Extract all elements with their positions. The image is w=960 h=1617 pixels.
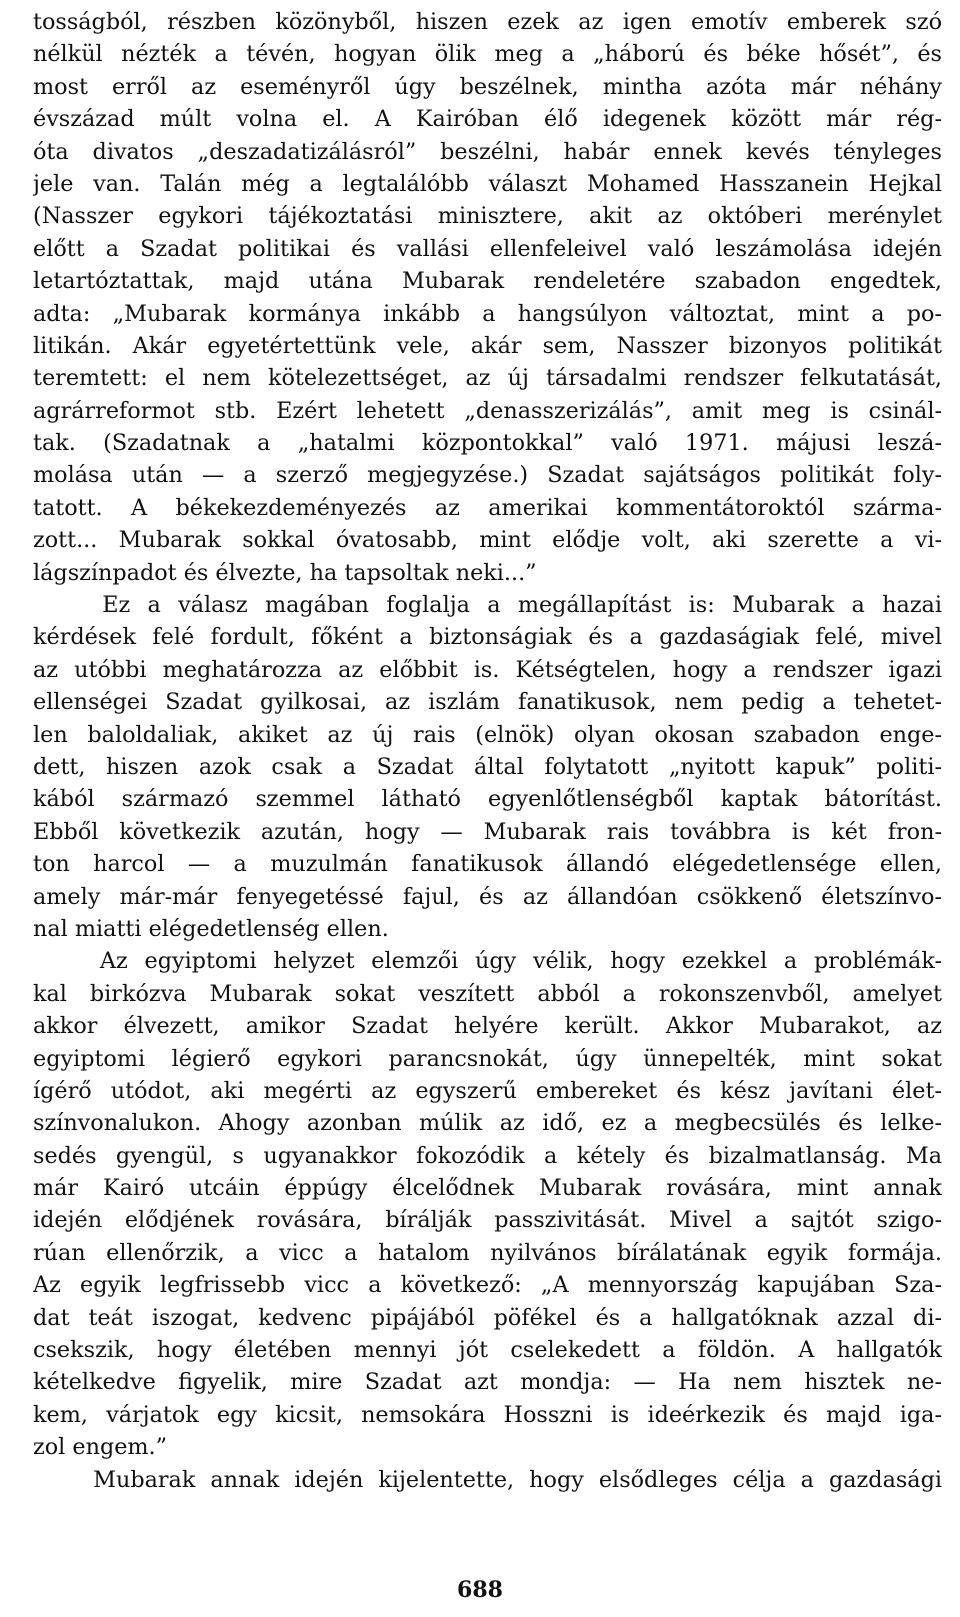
text-line: len baloldaliak, akiket az új rais (elnök) olyan okosan szabadon enge- — [33, 721, 942, 748]
text-line: Ez a válasz magában foglalja a megállapítást is: Mubarak a hazai — [33, 592, 942, 619]
text-line: Az egyik legfrissebb vicc a következő: „A mennyország kapujában Sza- — [33, 1272, 942, 1299]
text-line: kételkedve figyelik, mire Szadat azt mondja: — Ha nem hisztek ne- — [33, 1369, 942, 1396]
text-line: ton harcol — a muzulmán fanatikusok állandó elégedetlensége ellen, — [33, 851, 942, 878]
text-line: idején elődjének rovására, bírálják passzivitását. Mivel a sajtót szigo- — [33, 1207, 942, 1234]
text-line: kából származó szemmel látható egyenlőtlenségből kaptak bátorítást. — [33, 786, 942, 813]
text-line: zott... Mubarak sokkal óvatosabb, mint elődje volt, aki szerette a vi- — [33, 527, 942, 554]
text-line: lágszínpadot és élvezte, ha tapsoltak neki...” — [33, 559, 537, 586]
text-line: évszázad múlt volna el. A Kairóban élő idegenek között már rég- — [33, 106, 942, 133]
text-line: előtt a Szadat politikai és vallási ellenfeleivel való leszámolása idején — [33, 235, 942, 262]
text-line: nal miatti elégedetlenség ellen. — [33, 915, 389, 942]
text-line: kal birkózva Mubarak sokat veszített abból a rokonszenvből, amelyet — [33, 980, 942, 1007]
text-line: tak. (Szadatnak a „hatalmi központokkal” való 1971. májusi leszá- — [33, 430, 942, 457]
text-line: teremtett: el nem kötelezettséget, az új társadalmi rendszer felkutatását, — [33, 365, 942, 392]
text-line: most erről az eseményről úgy beszélnek, mintha azóta már néhány — [33, 73, 942, 100]
text-line: kérdések felé fordult, főként a biztonságiak és a gazdaságiak felé, mivel — [33, 624, 942, 651]
text-line: óta divatos „deszadatizálásról” beszélni, habár ennek kevés tényleges — [33, 138, 942, 165]
page-number: 688 — [457, 1577, 503, 1603]
text-line: egyiptomi légierő egykori parancsnokát, úgy ünnepelték, mint sokat — [33, 1045, 942, 1072]
text-line: agrárreformot stb. Ezért lehetett „denasszerizálás”, amit meg is csinál- — [33, 397, 942, 424]
text-line: adta: „Mubarak kormánya inkább a hangsúlyon változtat, mint a po- — [33, 300, 942, 327]
body-text — [33, 6, 942, 1496]
text-line: tosságból, részben közönyből, hiszen ezek az igen emotív emberek szó — [33, 9, 942, 35]
text-line: nélkül nézték a tévén, hogyan ölik meg a „háború és béke hősét”, és — [33, 41, 942, 68]
text-line: tatott. A békekezdeményezés az amerikai kommentátoroktól szárma- — [33, 494, 942, 521]
text-line: színvonalukon. Ahogy azonban múlik az idő, ez a megbecsülés és lelke- — [33, 1110, 942, 1137]
text-line: az utóbbi meghatározza az előbbit is. Kétségtelen, hogy a rendszer igazi — [33, 656, 942, 683]
text-line: molása után — a szerző megjegyzése.) Szadat sajátságos politikát foly- — [33, 462, 942, 489]
text-line: jele van. Talán még a legtalálóbb választ Mohamed Hasszanein Hejkal — [33, 170, 942, 197]
text-line: rúan ellenőrzik, a vicc a hatalom nyilvános bírálatának egyik formája. — [33, 1239, 942, 1266]
text-line: csekszik, hogy életében mennyi jót cselekedett a földön. A hallgatók — [33, 1337, 942, 1364]
text-line: amely már-már fenyegetéssé fajul, és az állandóan csökkenő életszínvo- — [33, 883, 942, 910]
text-line: (Nasszer egykori tájékoztatási minisztere, akit az októberi merénylet — [33, 203, 942, 230]
text-line: ígérő utódot, aki megérti az egyszerű embereket és kész javítani élet- — [33, 1077, 942, 1104]
text-line: litikán. Akár egyetértettünk vele, akár sem, Nasszer bizonyos politikát — [33, 332, 942, 359]
text-line: Mubarak annak idején kijelentette, hogy elsődleges célja a gazdasági — [33, 1466, 942, 1493]
text-line: Ebből következik azután, hogy — Mubarak rais továbbra is két fron- — [33, 818, 942, 845]
text-line: akkor élvezett, amikor Szadat helyére került. Akkor Mubarakot, az — [33, 1013, 942, 1040]
text-line: sedés gyengül, s ugyanakkor fokozódik a kétely és bizalmatlanság. Ma — [33, 1142, 942, 1169]
text-line: már Kairó utcáin éppúgy élcelődnek Mubarak rovására, mint annak — [33, 1175, 942, 1202]
text-line: ellenségei Szadat gyilkosai, az iszlám fanatikusok, nem pedig a tehetet- — [33, 689, 942, 716]
text-line: dat teát iszogat, kedvenc pipájából pöfékel és a hallgatóknak azzal di- — [33, 1304, 942, 1331]
text-line: zol engem.” — [33, 1434, 168, 1461]
text-line: letartóztattak, majd utána Mubarak rendeletére szabadon engedtek, — [33, 268, 942, 295]
text-line: dett, hiszen azok csak a Szadat által folytatott „nyitott kapuk” politi- — [33, 753, 942, 780]
text-line: Az egyiptomi helyzet elemzői úgy vélik, hogy ezekkel a problémák- — [33, 948, 942, 975]
text-line: kem, várjatok egy kicsit, nemsokára Hosszni is ideérkezik és majd iga- — [33, 1401, 942, 1428]
